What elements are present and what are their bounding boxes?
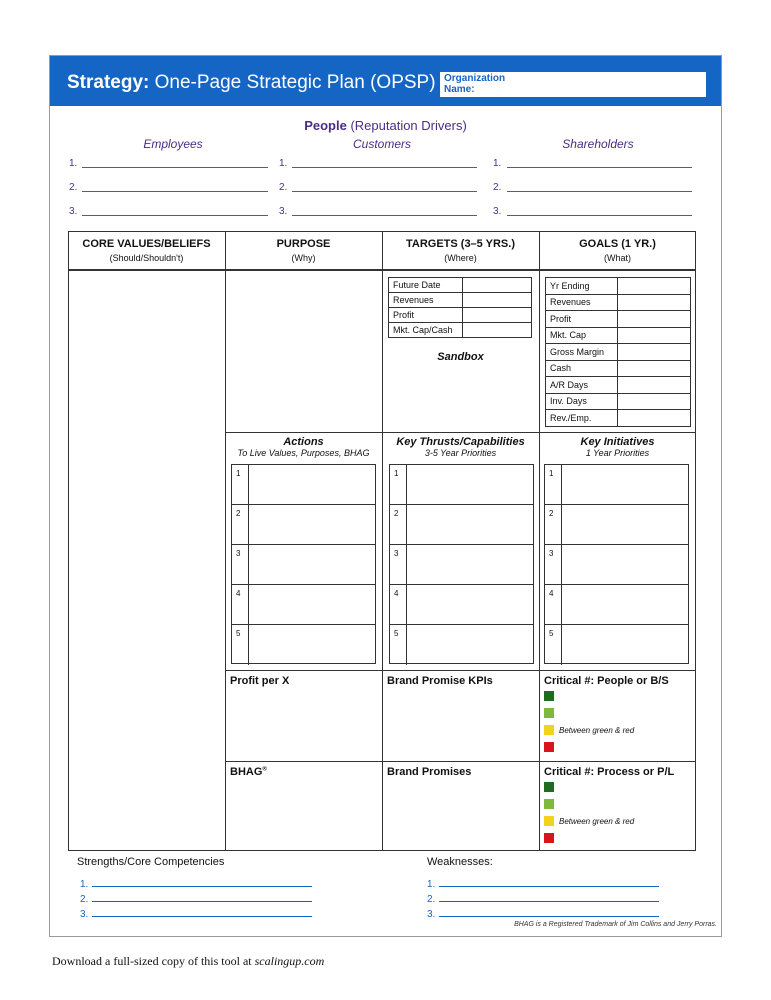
goals-row-value[interactable] bbox=[618, 294, 691, 311]
status-dark-green-square bbox=[544, 782, 554, 792]
list-item-number: 3 bbox=[236, 549, 241, 558]
actions-list bbox=[231, 464, 376, 664]
table-row bbox=[546, 410, 691, 427]
list-item[interactable] bbox=[545, 465, 688, 505]
targets-row-label: Future Date bbox=[389, 278, 463, 293]
footer-text: Download a full-sized copy of this tool at scalingup.com bbox=[52, 954, 325, 968]
strength-number-2: 2. bbox=[80, 894, 89, 905]
grid-col-divider-3 bbox=[539, 231, 540, 851]
targets-row-value[interactable] bbox=[463, 323, 532, 338]
list-item[interactable] bbox=[545, 545, 688, 585]
footer-link[interactable]: scalingup.com bbox=[254, 954, 325, 968]
trademark-note: BHAG is a Registered Trademark of Jim Collins and Jerry Porras. bbox=[514, 921, 717, 928]
goals-row-label: A/R Days bbox=[546, 377, 618, 394]
table-row bbox=[546, 360, 691, 377]
targets-row-label: Mkt. Cap/Cash bbox=[389, 323, 463, 338]
shareholder-line-3[interactable] bbox=[507, 215, 692, 216]
table-row bbox=[546, 344, 691, 361]
list-item[interactable] bbox=[232, 625, 375, 665]
weakness-line-3[interactable] bbox=[439, 916, 659, 917]
targets-row-value[interactable] bbox=[463, 278, 532, 293]
table-row bbox=[546, 294, 691, 311]
weakness-line-2[interactable] bbox=[439, 901, 659, 902]
goals-row-value[interactable] bbox=[618, 410, 691, 427]
employee-number-3: 3. bbox=[69, 206, 78, 217]
status-yellow-square bbox=[544, 725, 554, 735]
key-thrusts-list bbox=[389, 464, 534, 664]
status-red-square bbox=[544, 833, 554, 843]
table-row bbox=[389, 308, 532, 323]
table-row bbox=[546, 311, 691, 328]
profit-per-x-label: Profit per X bbox=[230, 675, 290, 687]
goals-row-label: Gross Margin bbox=[546, 344, 618, 361]
goals-row-label: Yr Ending bbox=[546, 278, 618, 295]
strength-number-3: 3. bbox=[80, 909, 89, 920]
targets-row-value[interactable] bbox=[463, 293, 532, 308]
customer-line-2[interactable] bbox=[292, 191, 477, 192]
list-item-number: 4 bbox=[394, 589, 399, 598]
employee-number-2: 2. bbox=[69, 182, 78, 193]
shareholder-line-1[interactable] bbox=[507, 167, 692, 168]
strength-line-2[interactable] bbox=[92, 901, 312, 902]
goals-header: GOALS (1 YR.) (What) bbox=[579, 238, 656, 263]
goals-row-label: Cash bbox=[546, 360, 618, 377]
employee-line-1[interactable] bbox=[82, 167, 268, 168]
status-dark-green-square bbox=[544, 691, 554, 701]
status-red-square bbox=[544, 742, 554, 752]
organization-name-label: Organization Name: bbox=[444, 73, 506, 95]
strengths-label: Strengths/Core Competencies bbox=[77, 856, 225, 868]
list-item-number: 4 bbox=[236, 589, 241, 598]
weaknesses-label: Weaknesses: bbox=[427, 856, 493, 868]
goals-row-value[interactable] bbox=[618, 393, 691, 410]
list-item-number: 5 bbox=[549, 629, 554, 638]
list-item[interactable] bbox=[545, 625, 688, 665]
table-row bbox=[389, 323, 532, 338]
purpose-header: PURPOSE (Why) bbox=[276, 238, 331, 263]
goals-row-value[interactable] bbox=[618, 311, 691, 328]
customer-line-1[interactable] bbox=[292, 167, 477, 168]
list-item-number: 1 bbox=[236, 469, 241, 478]
list-item-number: 5 bbox=[236, 629, 241, 638]
list-item-number: 1 bbox=[549, 469, 554, 478]
customers-heading: Customers bbox=[352, 137, 411, 151]
weakness-number-3: 3. bbox=[427, 909, 436, 920]
list-item-number: 2 bbox=[236, 509, 241, 518]
shareholder-line-2[interactable] bbox=[507, 191, 692, 192]
shareholder-number-1: 1. bbox=[493, 158, 502, 169]
list-item[interactable] bbox=[232, 585, 375, 625]
grid-row-divider-3 bbox=[225, 761, 696, 762]
list-item-number: 5 bbox=[394, 629, 399, 638]
table-row bbox=[546, 327, 691, 344]
weakness-number-2: 2. bbox=[427, 894, 436, 905]
grid-col-divider-1 bbox=[225, 231, 226, 851]
goals-row-label: Mkt. Cap bbox=[546, 327, 618, 344]
critical-process-label: Critical #: Process or P/L bbox=[544, 766, 675, 778]
brand-kpis-label: Brand Promise KPIs bbox=[387, 675, 493, 687]
customer-line-3[interactable] bbox=[292, 215, 477, 216]
between-label: Between green & red bbox=[559, 817, 635, 826]
targets-header: TARGETS (3–5 YRS.) (Where) bbox=[405, 238, 515, 263]
list-item[interactable] bbox=[390, 585, 533, 625]
goals-row-value[interactable] bbox=[618, 327, 691, 344]
list-item[interactable] bbox=[232, 505, 375, 545]
people-heading: People (Reputation Drivers) bbox=[304, 118, 467, 133]
critical-people-label: Critical #: People or B/S bbox=[544, 675, 669, 687]
list-item-number: 3 bbox=[549, 549, 554, 558]
employee-number-1: 1. bbox=[69, 158, 78, 169]
shareholder-number-2: 2. bbox=[493, 182, 502, 193]
customer-number-2: 2. bbox=[279, 182, 288, 193]
grid-row-divider-1 bbox=[225, 432, 696, 433]
status-light-green-square bbox=[544, 708, 554, 718]
table-row bbox=[546, 393, 691, 410]
targets-table bbox=[388, 277, 532, 338]
table-row bbox=[389, 278, 532, 293]
targets-row-value[interactable] bbox=[463, 308, 532, 323]
goals-row-label: Inv. Days bbox=[546, 393, 618, 410]
list-item-number: 2 bbox=[394, 509, 399, 518]
goals-row-label: Profit bbox=[546, 311, 618, 328]
list-item-number: 3 bbox=[394, 549, 399, 558]
goals-row-value[interactable] bbox=[618, 377, 691, 394]
brand-promises-label: Brand Promises bbox=[387, 766, 472, 778]
status-light-green-square bbox=[544, 799, 554, 809]
strength-number-1: 1. bbox=[80, 879, 89, 890]
list-item[interactable] bbox=[232, 465, 375, 505]
list-item[interactable] bbox=[390, 625, 533, 665]
bhag-label: BHAG® bbox=[230, 766, 267, 778]
grid-col-divider-2 bbox=[382, 231, 383, 851]
list-item-number: 2 bbox=[549, 509, 554, 518]
between-label: Between green & red bbox=[559, 726, 635, 735]
strength-line-3[interactable] bbox=[92, 916, 312, 917]
page-title: Strategy: One-Page Strategic Plan (OPSP) bbox=[67, 72, 436, 93]
sandbox-label: Sandbox bbox=[437, 351, 484, 363]
goals-row-value[interactable] bbox=[618, 360, 691, 377]
list-item[interactable] bbox=[390, 545, 533, 585]
weakness-line-1[interactable] bbox=[439, 886, 659, 887]
targets-row-label: Revenues bbox=[389, 293, 463, 308]
list-item[interactable] bbox=[232, 545, 375, 585]
goals-row-label: Rev./Emp. bbox=[546, 410, 618, 427]
targets-row-label: Profit bbox=[389, 308, 463, 323]
key-thrusts-heading: Key Thrusts/Capabilities 3-5 Year Priorities bbox=[396, 436, 525, 458]
grid-row-divider-2 bbox=[225, 670, 696, 671]
shareholders-heading: Shareholders bbox=[562, 137, 634, 151]
table-row bbox=[546, 377, 691, 394]
customer-number-1: 1. bbox=[279, 158, 288, 169]
actions-heading: Actions To Live Values, Purposes, BHAG bbox=[237, 436, 370, 458]
list-item-number: 1 bbox=[394, 469, 399, 478]
list-item-number: 4 bbox=[549, 589, 554, 598]
goals-row-label: Revenues bbox=[546, 294, 618, 311]
customer-number-3: 3. bbox=[279, 206, 288, 217]
list-item[interactable] bbox=[390, 505, 533, 545]
key-initiatives-list bbox=[544, 464, 689, 664]
status-yellow-square bbox=[544, 816, 554, 826]
table-row bbox=[389, 293, 532, 308]
employee-line-3[interactable] bbox=[82, 215, 268, 216]
goals-table bbox=[545, 277, 691, 427]
goals-row-value[interactable] bbox=[618, 278, 691, 295]
table-row bbox=[546, 278, 691, 295]
weakness-number-1: 1. bbox=[427, 879, 436, 890]
core-values-header: CORE VALUES/BELIEFS (Should/Shouldn't) bbox=[82, 238, 211, 263]
list-item[interactable] bbox=[545, 585, 688, 625]
list-item[interactable] bbox=[390, 465, 533, 505]
key-initiatives-heading: Key Initiatives 1 Year Priorities bbox=[580, 436, 655, 458]
employee-line-2[interactable] bbox=[82, 191, 268, 192]
strength-line-1[interactable] bbox=[92, 886, 312, 887]
list-item[interactable] bbox=[545, 505, 688, 545]
employees-heading: Employees bbox=[143, 137, 203, 151]
shareholder-number-3: 3. bbox=[493, 206, 502, 217]
goals-row-value[interactable] bbox=[618, 344, 691, 361]
